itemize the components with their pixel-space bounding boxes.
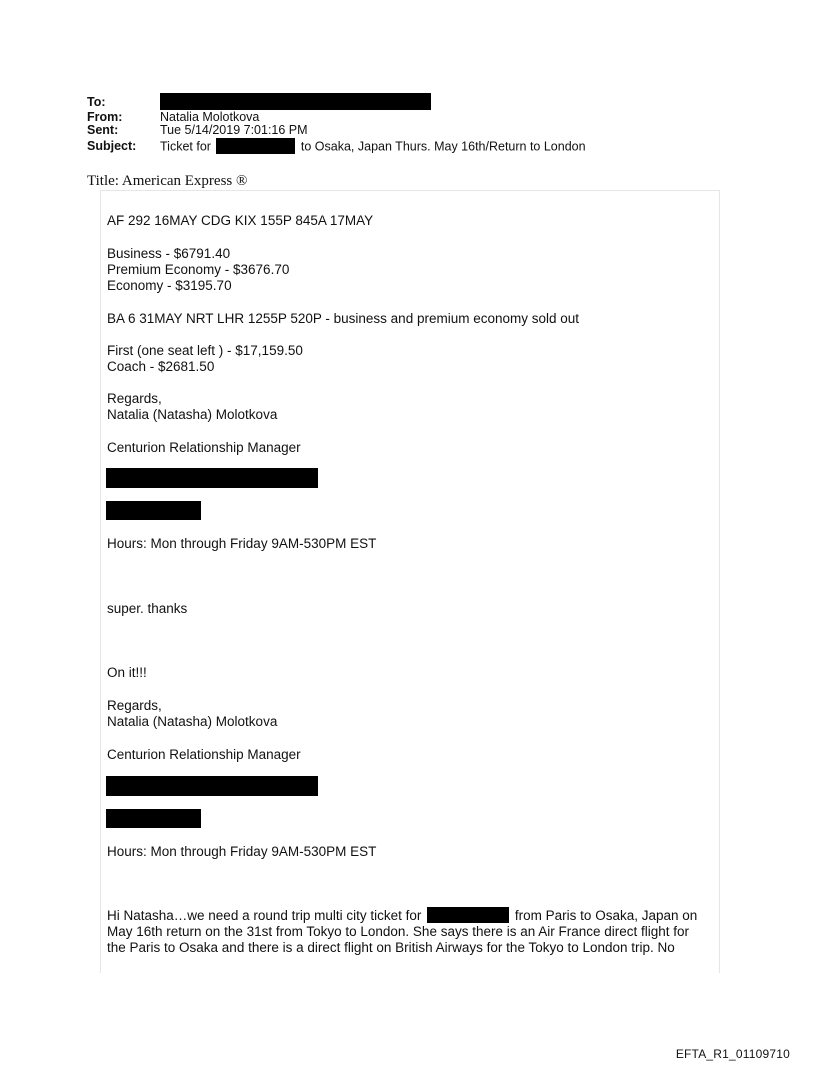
- message-line-2: May 16th return on the 31st from Tokyo to London. She says there is an Air France direct flight for: [107, 924, 690, 939]
- hours-2: Hours: Mon through Friday 9AM-530PM EST: [107, 844, 377, 859]
- flight-ba-line: BA 6 31MAY NRT LHR 1255P 520P - business and premium economy sold out: [107, 311, 580, 326]
- coach-fare: Coach - $2681.50: [107, 359, 215, 374]
- from-label: From:: [87, 110, 123, 124]
- regards-1: Regards,: [107, 391, 162, 406]
- redaction-block: [106, 501, 201, 520]
- economy-fare: Economy - $3195.70: [107, 278, 232, 293]
- signature-role-2: Centurion Relationship Manager: [107, 747, 301, 762]
- document-id: EFTA_R1_01109710: [675, 1047, 790, 1061]
- premium-fare: Premium Economy - $3676.70: [107, 262, 290, 277]
- subject-value: [160, 140, 586, 154]
- from-value: Natalia Molotkova: [160, 110, 260, 124]
- reply-text: super. thanks: [107, 601, 188, 616]
- subject-redaction: [216, 138, 295, 154]
- signature-name-1: Natalia (Natasha) Molotkova: [107, 407, 278, 422]
- message-line-1-end: from Paris to Osaka, Japan on: [514, 908, 698, 923]
- sent-value: Tue 5/14/2019 7:01:16 PM: [160, 123, 308, 137]
- on-it-text: On it!!!: [107, 665, 147, 680]
- regards-2: Regards,: [107, 698, 162, 713]
- hours-1: Hours: Mon through Friday 9AM-530PM EST: [107, 536, 377, 551]
- redaction-block: [106, 809, 201, 828]
- redaction-block: [106, 776, 318, 796]
- message-line-1-start: Hi Natasha…we need a round trip multi city ticket for: [107, 908, 422, 923]
- name-redaction: [427, 907, 509, 923]
- message-line-3: the Paris to Osaka and there is a direct flight on British Airways for the Tokyo to London trip. No: [107, 940, 675, 955]
- message-line-1: [107, 908, 697, 924]
- flight-af-line: AF 292 16MAY CDG KIX 155P 845A 17MAY: [107, 213, 374, 228]
- email-title: Title: American Express ®: [87, 173, 248, 189]
- signature-role-1: Centurion Relationship Manager: [107, 440, 301, 455]
- subject-suffix: to Osaka, Japan Thurs. May 16th/Return to London: [300, 139, 586, 154]
- first-fare: First (one seat left ) - $17,159.50: [107, 343, 303, 358]
- redaction-block: [106, 468, 318, 488]
- subject-prefix: Ticket for: [160, 139, 211, 154]
- subject-label: Subject:: [87, 139, 137, 153]
- sent-label: Sent:: [87, 123, 119, 137]
- to-redaction: [160, 96, 431, 110]
- signature-name-2: Natalia (Natasha) Molotkova: [107, 714, 278, 729]
- to-label: To:: [87, 95, 106, 109]
- business-fare: Business - $6791.40: [107, 246, 231, 261]
